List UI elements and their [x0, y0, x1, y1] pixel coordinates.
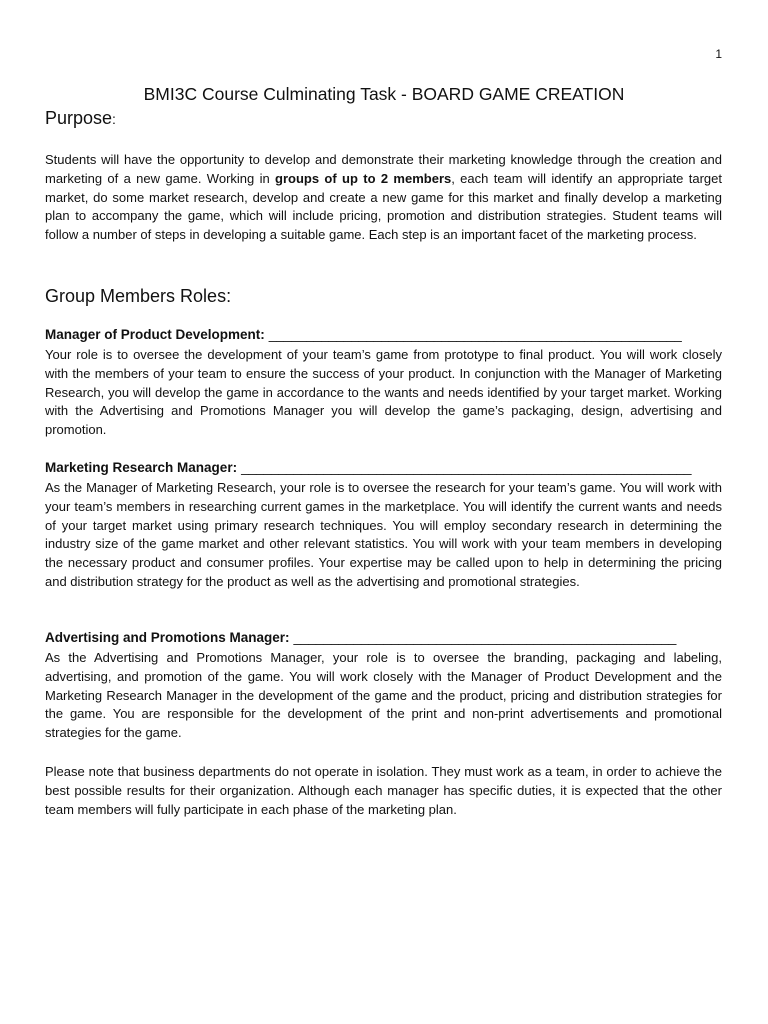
- purpose-text-part-2: , each team will identify an appropriate target market, do some market research, develop and create a new game for this market and finally develop a marketing plan to accompany the game, which will include pricing, promotion and distribution strategies. Student teams will follow a number of steps in developing a suitable game. Each step is an important facet of the marketing process.: [45, 170, 722, 243]
- closing-note-paragraph: Please note that business departments do not operate in isolation. They must work as a team, in order to achieve the best possible results for their organization. Although each manager has specific duties, it is expected that the other team members will fully participate in each phase of the marketing plan.: [45, 764, 722, 817]
- role-title-text: Manager of Product Development:: [45, 327, 265, 342]
- role-title-text: Marketing Research Manager:: [45, 460, 238, 475]
- purpose-heading-colon: :: [112, 111, 116, 127]
- page-number: 1: [715, 47, 722, 61]
- role-title-advertising-promotions: [45, 630, 676, 645]
- purpose-text-part-1: Students will have the opportunity to develop and demonstrate their marketing knowledge through the creation and marketing of a new game. Working in: [45, 152, 722, 186]
- role-title-text: Advertising and Promotions Manager:: [45, 630, 290, 645]
- document-title: BMI3C Course Culminating Task - BOARD GAME CREATION: [143, 84, 625, 104]
- roles-heading: Group Members Roles:: [45, 286, 232, 306]
- purpose-emphasis: groups of up to 2 members: [275, 170, 452, 186]
- role-description-product-development: Your role is to oversee the development of your team’s game from prototype to final product. You will work closely with the members of your team to ensure the success of your product. In conjunction with the Manager of Marketing Research, you will develop the game in accordance to the wants and needs identified by your target market. Working with the Advertising and Promotions Manager you will develop the game’s packaging, design, advertising and promotion.: [45, 347, 722, 438]
- purpose-paragraph: [45, 151, 722, 245]
- purpose-heading: [45, 108, 116, 129]
- name-blank-line: _______________________________________________________: [268, 327, 682, 342]
- role-description-advertising-promotions: As the Advertising and Promotions Manager, your role is to oversee the branding, packaging and labeling, advertising, and promotion of the game. You will work closely with the Manager of Product Development and the Marketing Research Manager in the development of the game and the product, pricing and distribution strategies for the game. You are responsible for the development of the print and non-print advertisements and promotional strategies for the game.: [45, 650, 722, 741]
- role-description-marketing-research: As the Manager of Marketing Research, your role is to oversee the research for your team’s game. You will work with your team’s members in researching current games in the marketplace. You will identify the current wants and needs of your target market using primary research techniques. You will employ secondary research in determining the industry size of the game market and other relevant statistics. You will work with your team members in developing the necessary product and consumer profiles. Your expertise may be called upon to help in determining the pricing and distribution strategy for the product as well as the advertising and promotional strategies.: [45, 480, 722, 589]
- name-blank-line: ____________________________________________________________: [241, 460, 692, 475]
- role-title-product-development: [45, 327, 682, 342]
- purpose-heading-text: Purpose: [45, 108, 113, 128]
- name-blank-line: ___________________________________________________: [293, 630, 677, 645]
- role-title-marketing-research: [45, 460, 692, 475]
